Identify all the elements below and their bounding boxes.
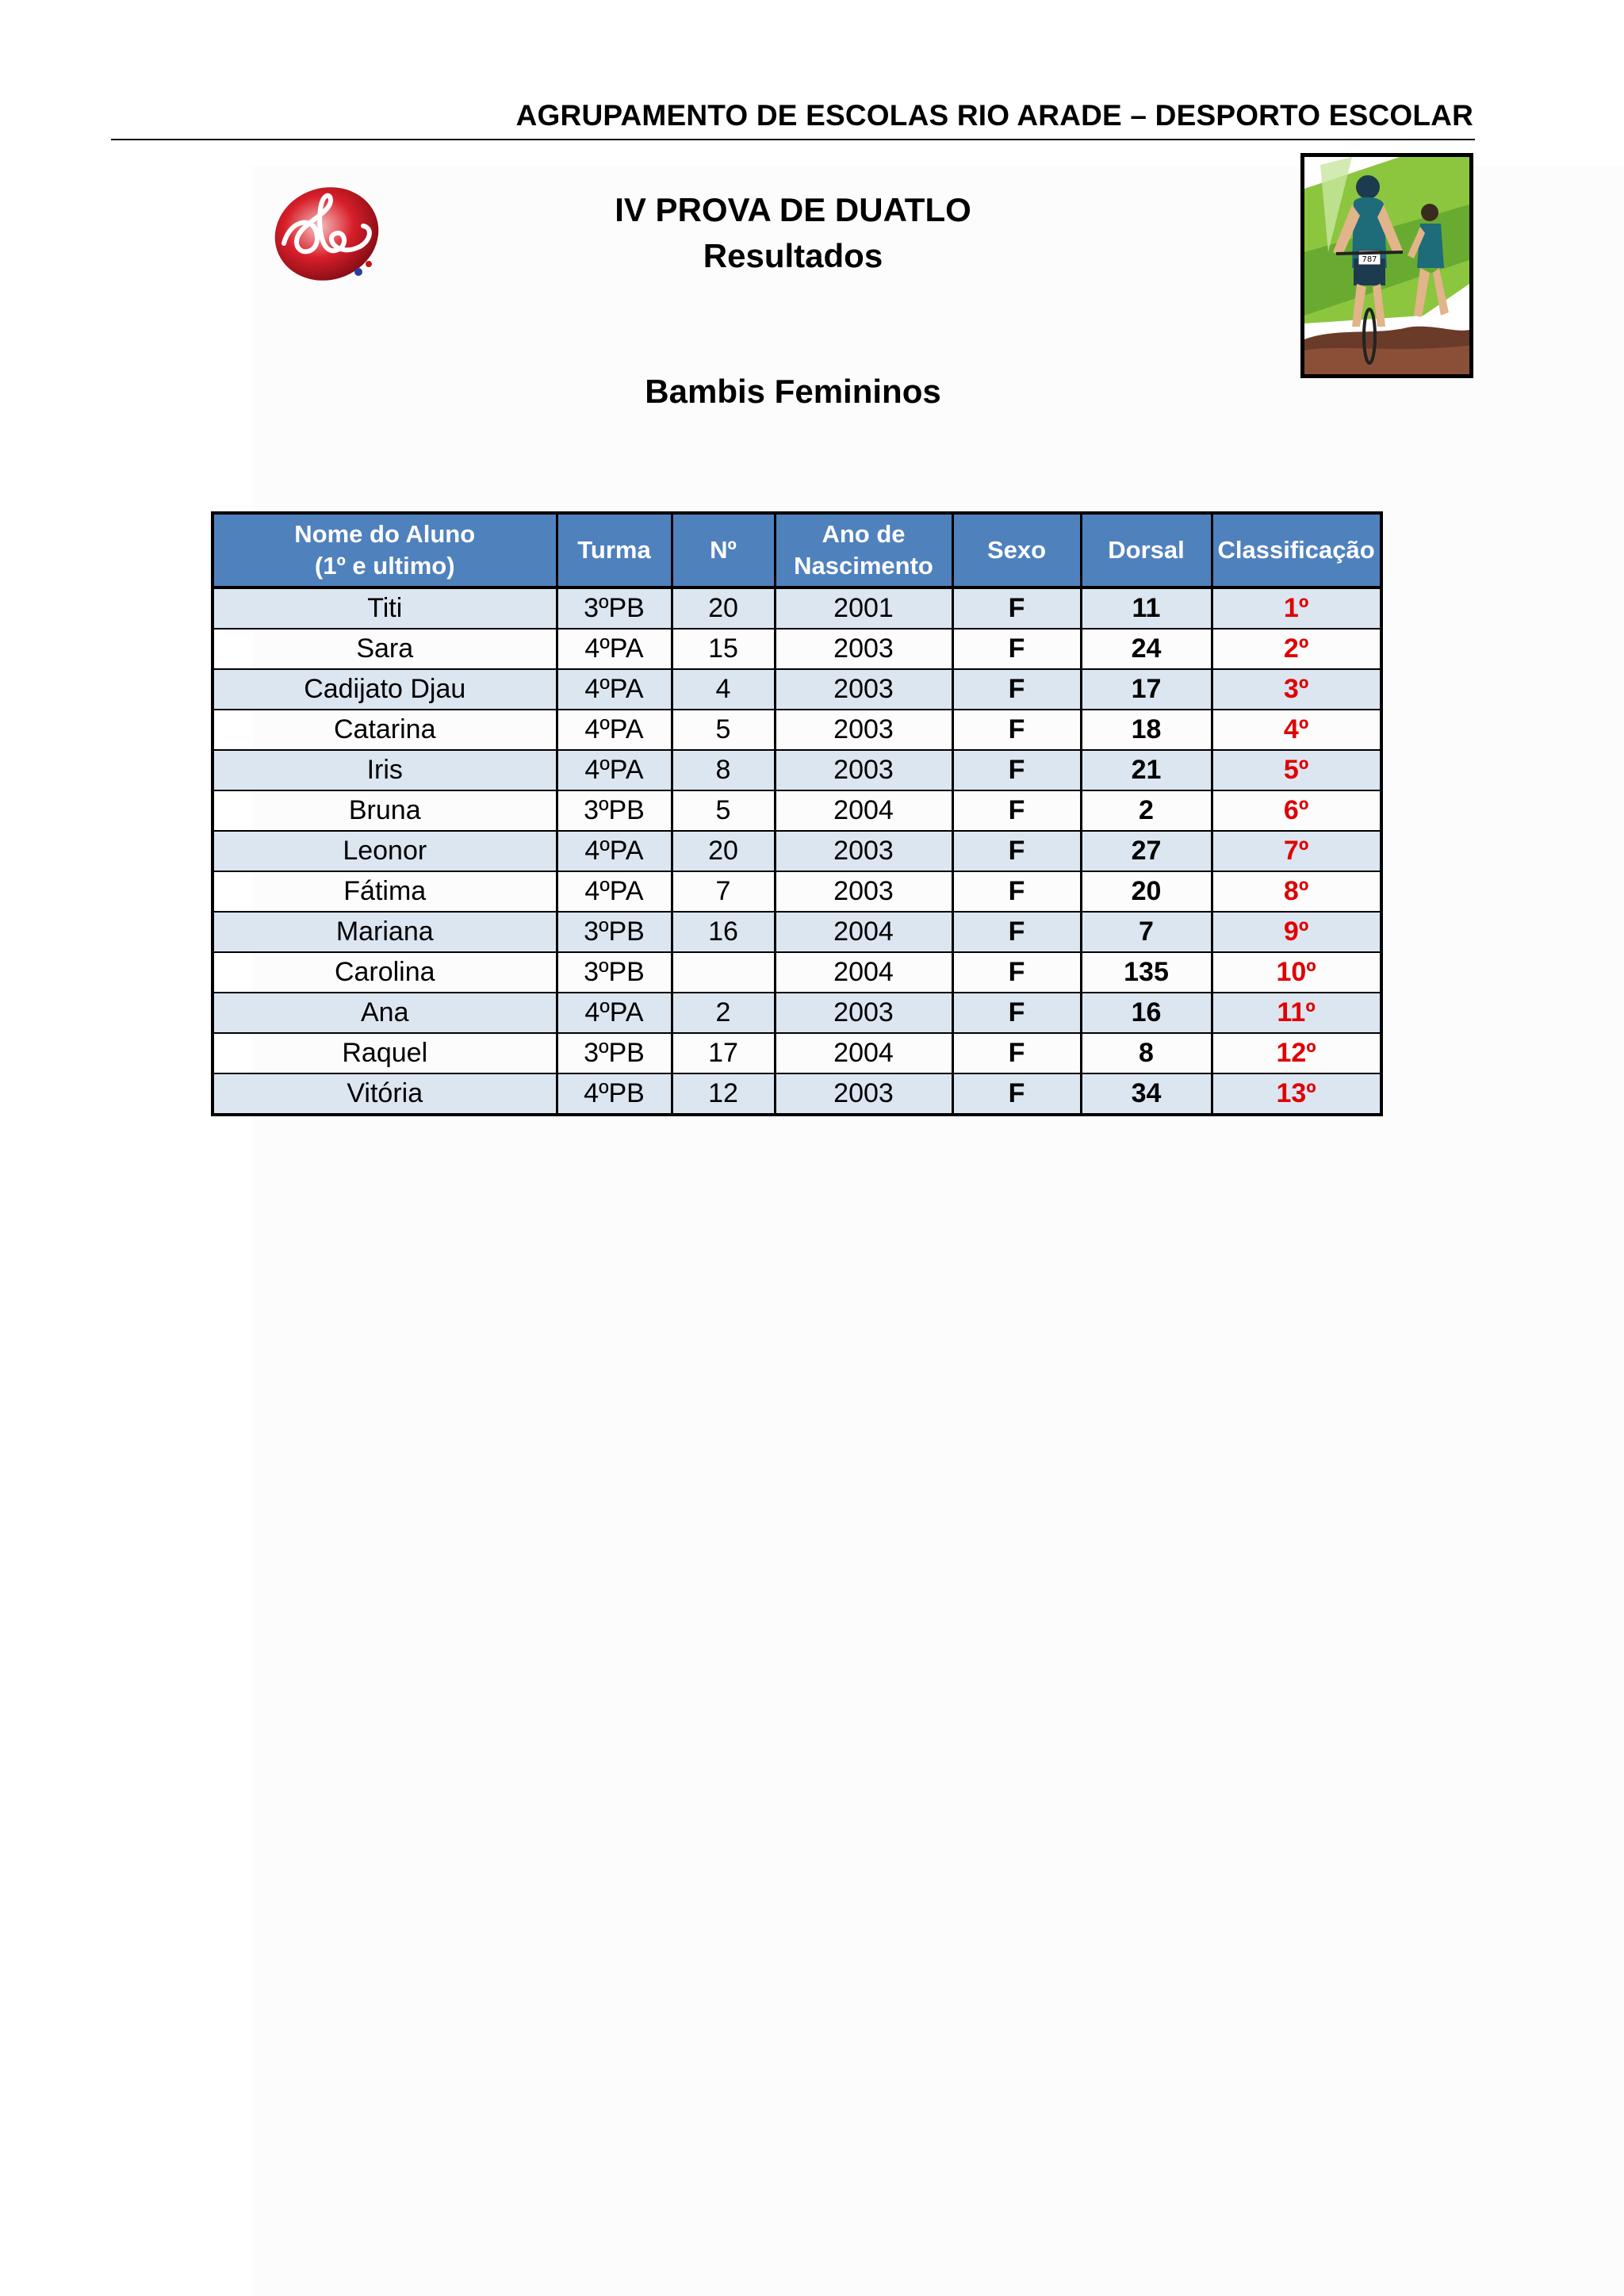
column-header-birth-year-line2: Nascimento	[794, 552, 933, 580]
cell-name: Catarina	[213, 710, 557, 750]
column-header-number: Nº	[672, 513, 775, 587]
cell-number	[672, 952, 775, 993]
cell-turma: 4ºPA	[557, 629, 672, 669]
cell-name: Iris	[213, 750, 557, 790]
cell-classification: 8º	[1212, 871, 1381, 912]
organization-header: AGRUPAMENTO DE ESCOLAS RIO ARADE – DESPORTO ESCOLAR	[515, 99, 1473, 132]
cell-turma: 4ºPA	[557, 750, 672, 790]
column-header-turma: Turma	[557, 513, 672, 587]
cell-bib: 17	[1081, 669, 1212, 710]
table-row	[213, 669, 1381, 710]
cell-turma: 4ºPB	[557, 1073, 672, 1115]
table-row	[213, 750, 1381, 790]
column-header-classification: Classificação	[1212, 513, 1381, 587]
cell-bib: 27	[1081, 831, 1212, 871]
cell-number: 7	[672, 871, 775, 912]
cell-number: 20	[672, 587, 775, 629]
table-row	[213, 912, 1381, 952]
page-background	[252, 166, 1624, 2296]
event-title: IV PROVA DE DUATLO	[615, 191, 971, 228]
cell-name: Fátima	[213, 871, 557, 912]
cell-classification: 2º	[1212, 629, 1381, 669]
cell-classification: 6º	[1212, 790, 1381, 831]
cell-bib: 8	[1081, 1033, 1212, 1073]
cell-sex: F	[952, 912, 1081, 952]
cell-number: 16	[672, 912, 775, 952]
cell-birth-year: 2003	[775, 831, 952, 871]
cell-birth-year: 2004	[775, 952, 952, 993]
cell-number: 12	[672, 1073, 775, 1115]
cell-classification: 12º	[1212, 1033, 1381, 1073]
duathlon-illustration	[1300, 153, 1473, 378]
cell-sex: F	[952, 587, 1081, 629]
cell-classification: 7º	[1212, 831, 1381, 871]
cell-number: 5	[672, 710, 775, 750]
cell-name: Leonor	[213, 831, 557, 871]
table-row	[213, 629, 1381, 669]
event-title-block	[555, 187, 1031, 279]
cell-birth-year: 2003	[775, 871, 952, 912]
table-row	[213, 993, 1381, 1033]
cell-sex: F	[952, 790, 1081, 831]
cell-sex: F	[952, 750, 1081, 790]
cell-birth-year: 2003	[775, 750, 952, 790]
desporto-escolar-logo	[262, 170, 389, 289]
cell-turma: 3ºPB	[557, 790, 672, 831]
event-subtitle: Resultados	[703, 237, 883, 274]
cell-turma: 4ºPA	[557, 710, 672, 750]
cell-sex: F	[952, 871, 1081, 912]
table-row	[213, 1073, 1381, 1115]
cell-turma: 4ºPA	[557, 871, 672, 912]
cell-birth-year: 2003	[775, 669, 952, 710]
cell-number: 2	[672, 993, 775, 1033]
cell-number: 20	[672, 831, 775, 871]
cell-classification: 10º	[1212, 952, 1381, 993]
cell-classification: 9º	[1212, 912, 1381, 952]
table-row	[213, 871, 1381, 912]
cell-bib: 21	[1081, 750, 1212, 790]
cell-sex: F	[952, 1073, 1081, 1115]
table-header-row	[213, 513, 1381, 587]
cell-turma: 3ºPB	[557, 952, 672, 993]
column-header-sex: Sexo	[952, 513, 1081, 587]
cell-bib: 18	[1081, 710, 1212, 750]
cell-bib: 20	[1081, 871, 1212, 912]
cell-name: Cadijato Djau	[213, 669, 557, 710]
cell-birth-year: 2004	[775, 1033, 952, 1073]
results-table	[211, 511, 1383, 1116]
cell-turma: 3ºPB	[557, 1033, 672, 1073]
cell-name: Carolina	[213, 952, 557, 993]
column-header-name-line2: (1º e ultimo)	[314, 552, 455, 580]
column-header-name	[213, 513, 557, 587]
table-row	[213, 1033, 1381, 1073]
cell-classification: 5º	[1212, 750, 1381, 790]
cell-turma: 3ºPB	[557, 912, 672, 952]
cell-turma: 4ºPA	[557, 831, 672, 871]
table-row	[213, 790, 1381, 831]
cell-sex: F	[952, 710, 1081, 750]
header-rule	[111, 139, 1475, 140]
cell-birth-year: 2003	[775, 993, 952, 1033]
cell-classification: 11º	[1212, 993, 1381, 1033]
cell-number: 4	[672, 669, 775, 710]
table-row	[213, 831, 1381, 871]
cell-bib: 2	[1081, 790, 1212, 831]
cell-number: 8	[672, 750, 775, 790]
results-body	[213, 587, 1381, 1115]
cell-bib: 135	[1081, 952, 1212, 993]
column-header-birth-year-line1: Ano de	[822, 520, 906, 548]
cell-name: Bruna	[213, 790, 557, 831]
cell-name: Titi	[213, 587, 557, 629]
cell-classification: 1º	[1212, 587, 1381, 629]
column-header-birth-year	[775, 513, 952, 587]
cell-classification: 3º	[1212, 669, 1381, 710]
cell-classification: 13º	[1212, 1073, 1381, 1115]
cell-number: 5	[672, 790, 775, 831]
cell-name: Raquel	[213, 1033, 557, 1073]
cell-name: Vitória	[213, 1073, 557, 1115]
cell-bib: 11	[1081, 587, 1212, 629]
cyclist-runner-icon	[1304, 157, 1469, 374]
cell-name: Mariana	[213, 912, 557, 952]
column-header-bib: Dorsal	[1081, 513, 1212, 587]
cell-sex: F	[952, 993, 1081, 1033]
cell-bib: 7	[1081, 912, 1212, 952]
cell-sex: F	[952, 952, 1081, 993]
table-row	[213, 710, 1381, 750]
cell-name: Ana	[213, 993, 557, 1033]
cell-birth-year: 2004	[775, 912, 952, 952]
cell-number: 17	[672, 1033, 775, 1073]
cell-birth-year: 2003	[775, 629, 952, 669]
cell-birth-year: 2003	[775, 710, 952, 750]
column-header-name-line1: Nome do Aluno	[294, 520, 476, 548]
cell-bib: 34	[1081, 1073, 1212, 1115]
cell-number: 15	[672, 629, 775, 669]
svg-text:787: 787	[1362, 255, 1377, 264]
category-title: Bambis Femininos	[645, 373, 941, 410]
cell-name: Sara	[213, 629, 557, 669]
cell-birth-year: 2003	[775, 1073, 952, 1115]
cell-sex: F	[952, 629, 1081, 669]
table-row	[213, 952, 1381, 993]
cell-birth-year: 2001	[775, 587, 952, 629]
cell-classification: 4º	[1212, 710, 1381, 750]
cell-birth-year: 2004	[775, 790, 952, 831]
cell-turma: 4ºPA	[557, 993, 672, 1033]
table-row	[213, 587, 1381, 629]
cell-bib: 16	[1081, 993, 1212, 1033]
cell-turma: 3ºPB	[557, 587, 672, 629]
cell-turma: 4ºPA	[557, 669, 672, 710]
cell-sex: F	[952, 669, 1081, 710]
cell-sex: F	[952, 831, 1081, 871]
cell-sex: F	[952, 1033, 1081, 1073]
cell-bib: 24	[1081, 629, 1212, 669]
